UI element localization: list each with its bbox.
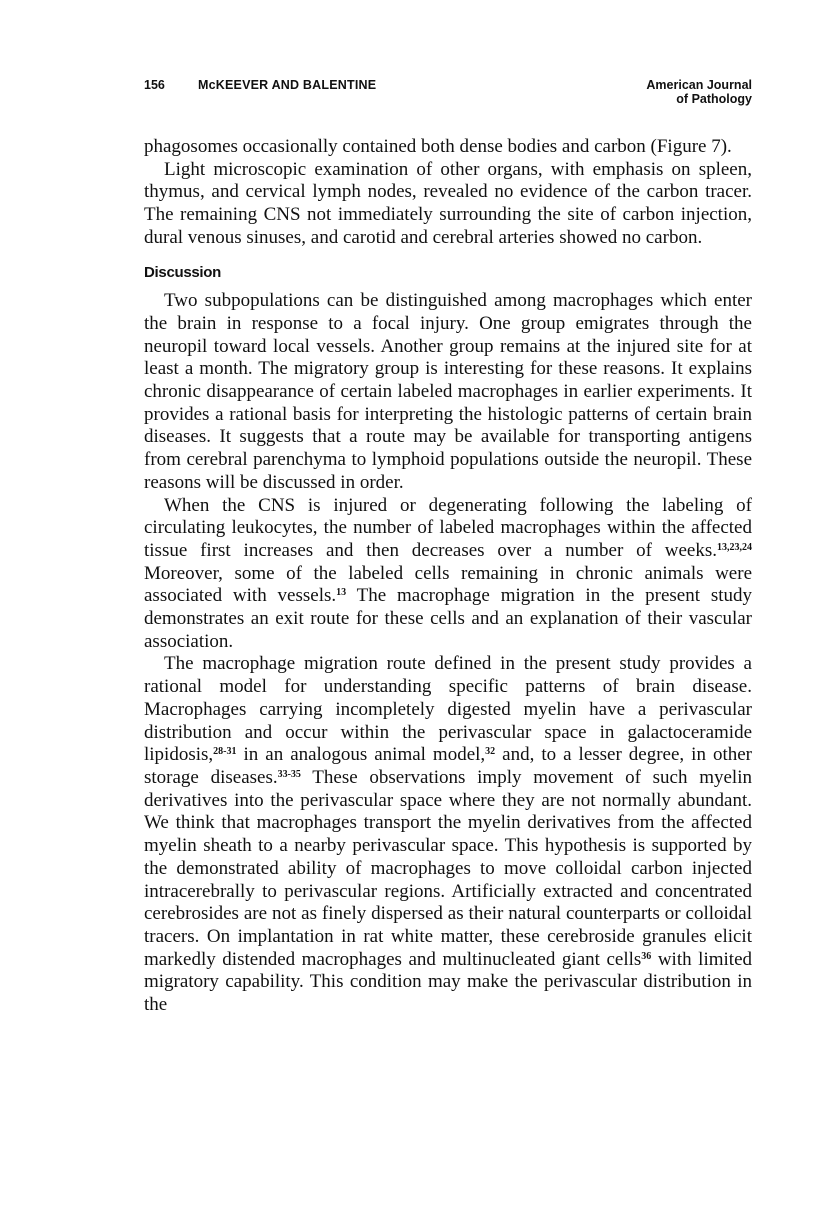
paragraph: phagosomes occasionally contained both dense bodies and carbon (Figure 7).: [144, 136, 732, 157]
journal-name: [646, 78, 752, 106]
paragraph: Two subpopulations can be distinguished among macrophages which enter the brain in response to a focal injury. One group emigrates through the neuropil toward local vessels. Another group remains at the injured site for at least a month. The migratory group is interesting for these reasons. It explains chronic disappearance of certain labeled macrophages in earlier experiments. It provides a rational basis for interpreting the histologic patterns of certain brain diseases. It suggests that a route may be available for transporting antigens from cerebral parenchyma to lymphoid populations outside the neuropil. These reasons will be discussed in order.: [144, 290, 752, 493]
running-authors: McKEEVER AND BALENTINE: [198, 78, 377, 92]
citation: 36: [641, 950, 652, 962]
text-run: and, to a lesser degree, in other storage diseases.: [144, 744, 752, 788]
journal-name-line1: American Journal: [646, 78, 752, 92]
paragraph: [144, 495, 752, 654]
citation: 13,23,24: [717, 541, 752, 553]
citation: 13: [336, 587, 347, 599]
text-run: in an analogous animal model,: [236, 744, 486, 766]
text-run: When the CNS is injured or degenerating following the labeling of circulating leukocytes, the number of labeled macrophages within the affected tissue first increases and then decreases over a number of weeks.: [144, 494, 752, 561]
body-text: [144, 136, 752, 1017]
citation: 33-35: [277, 768, 301, 780]
page-number: 156: [144, 78, 165, 92]
journal-page: [144, 78, 752, 1016]
text-run: The macrophage migration in the present study demonstrates an exit route for these cells and an explanation of their vascular association.: [144, 585, 752, 652]
text-run: These observations imply movement of such myelin derivatives into the perivascular space where they are not normally abundant. We think that macrophages transport the myelin derivatives from the affected myelin sheath to a nearby perivascular space. This hypothesis is supported by the demonstrated ability of macrophages to move colloidal carbon injected intracerebrally to perivascular regions. Artificially extracted and concentrated cerebrosides are not as finely dispersed as their natural counterparts or colloidal tracers. On implantation in rat white matter, these cerebroside granules elicit markedly distended macrophages and multinucleated giant cells: [144, 766, 752, 970]
citation: 28-31: [213, 746, 237, 758]
text-run: The macrophage migration route defined in the present study provides a rational model for understanding specific patterns of brain disease. Macrophages carrying incompletely digested myelin have a perivascular distribution and occur within the perivascular space in galactoceramide lipidosis,: [144, 653, 752, 766]
paragraph: Light microscopic examination of other organs, with emphasis on spleen, thymus, and cervical lymph nodes, revealed no evidence of the carbon tracer. The remaining CNS not immediately surrounding the site of carbon injection, dural venous sinuses, and carotid and cerebral arteries showed no carbon.: [144, 158, 752, 248]
citation: 32: [485, 746, 496, 758]
paragraph: [144, 653, 752, 1016]
section-heading: Discussion: [144, 263, 222, 281]
text-run: Moreover, some of the labeled cells remaining in chronic animals were associated with vessels.: [144, 562, 752, 607]
text-run: with limited migratory capability. This condition may make the perivascular distribution in the: [144, 948, 752, 1016]
journal-name-line2: of Pathology: [676, 92, 752, 106]
running-header: [144, 78, 752, 118]
